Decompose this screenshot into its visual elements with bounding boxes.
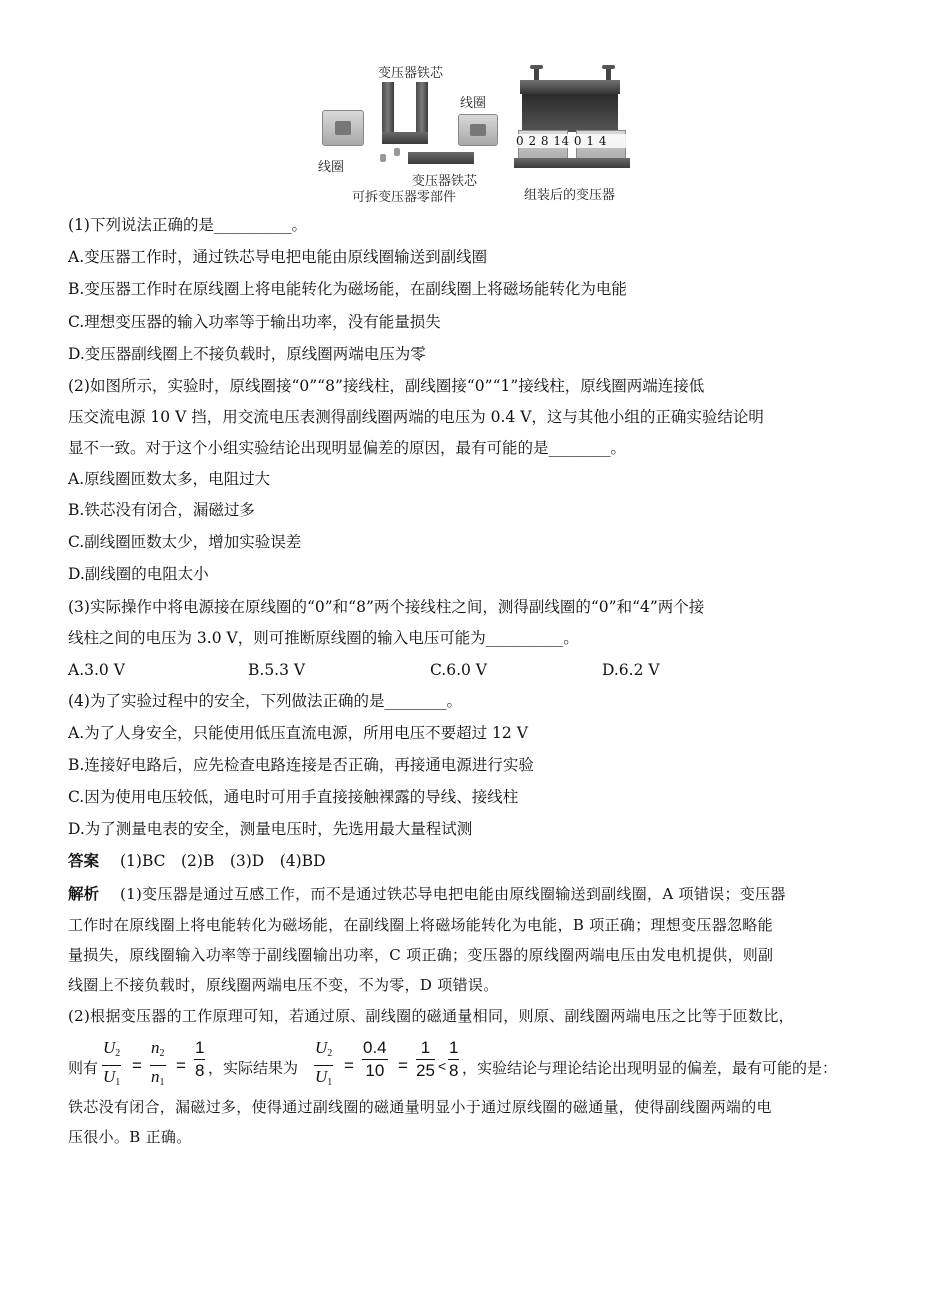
- q2-stem-line2: 压交流电源 10 V 挡，用交流电压表测得副线圈两端的电压为 0.4 V，这与其他小组的正确实验结论明: [68, 408, 764, 426]
- bolt-image: [394, 148, 400, 156]
- q4-stem: (4)为了实验过程中的安全，下列做法正确的是________。: [68, 692, 462, 710]
- fraction-one-eighth: 1 8: [195, 1038, 205, 1080]
- q1-option-d: D.变压器副线圈上不接负载时，原线圈两端电压为零: [68, 345, 426, 363]
- fraction-n2-n1: $n_2$ $n_1$: [151, 1038, 165, 1088]
- q2-option-a: A.原线圈匝数太多，电阻过大: [68, 470, 271, 488]
- q4-option-d: D.为了测量电表的安全，测量电压时，先选用最大量程试测: [68, 820, 473, 838]
- label-coil-right: 线圈: [460, 96, 487, 111]
- bolt-image: [380, 154, 386, 162]
- q1-option-b: B.变压器工作时在原线圈上将电能转化为磁场能，在副线圈上将磁场能转化为电能: [68, 280, 627, 298]
- q3-option-b: B.5.3 V: [248, 661, 306, 679]
- transformer-figure: [300, 58, 650, 208]
- fraction-one-eighth-2: 1 8: [449, 1038, 459, 1080]
- solution-p1-line3: 量损失，原线圈输入功率等于副线圈输出功率，C 项正确；变压器的原线圈两端电压由发电机提供，则副: [68, 946, 774, 964]
- fraction-u2-u1-actual: $U_2$ $U_1$: [315, 1038, 333, 1088]
- q1-option-a: A.变压器工作时，通过铁芯导电把电能由原线圈输送到副线圈: [68, 248, 488, 266]
- coil-left-image: [322, 110, 364, 146]
- q4-option-c: C.因为使用电压较低，通电时可用手直接接触裸露的导线、接线柱: [68, 788, 519, 806]
- caption-assembled: 组装后的变压器: [524, 188, 616, 203]
- solution-p2-line1: (2)根据变压器的工作原理可知，若通过原、副线圈的磁通量相同，则原、副线圈两端电压之比等于匝数比，: [68, 1007, 794, 1025]
- q4-option-b: B.连接好电路后，应先检查电路连接是否正确，再接通电源进行实验: [68, 756, 534, 774]
- solution-label: 解析: [68, 884, 100, 903]
- q3-option-c: C.6.0 V: [430, 661, 488, 679]
- label-core-top: 变压器铁芯: [378, 66, 444, 81]
- fraction-one-25th: 1 25: [416, 1038, 435, 1080]
- label-core-bottom: 变压器铁芯: [412, 174, 478, 189]
- caption-parts: 可拆变压器零部件: [352, 190, 457, 205]
- fraction-04-10: 0.4 10: [363, 1038, 387, 1080]
- eq-prefix: 则有: [68, 1059, 99, 1077]
- solution-p2-line2: 铁芯没有闭合，漏磁过多，使得通过副线圈的磁通量明显小于通过原线圈的磁通量，使得副线圈两端的电: [68, 1098, 772, 1116]
- q2-option-d: D.副线圈的电阻太小: [68, 565, 209, 583]
- fraction-u2-u1: $U_2$ $U_1$: [103, 1038, 121, 1088]
- q3-option-d: D.6.2 V: [602, 661, 660, 679]
- assembled-transformer-image: [510, 64, 635, 174]
- solution-p1-line2: 工作时在原线圈上将电能转化为磁场能，在副线圈上将磁场能转化为电能，B 项正确；理想变压器忽略能: [68, 916, 773, 934]
- q3-stem-line2: 线柱之间的电压为 3.0 V，则可推断原线圈的输入电压可能为__________。: [68, 629, 579, 647]
- q3-stem-line1: (3)实际操作中将电源接在原线圈的“0”和“8”两个接线柱之间，测得副线圈的“0”和“4”两个接: [68, 598, 705, 616]
- solution-p1-line1: (1)变压器是通过互感工作，而不是通过铁芯导电把电能由原线圈输送到副线圈，A 项错误；变压器: [120, 885, 786, 903]
- eq-suffix: ，实验结论与理论结论出现明显的偏差，最有可能的是：: [462, 1059, 838, 1077]
- q2-stem-line3: 显不一致。对于这个小组实验结论出现明显偏差的原因，最有可能的是________。: [68, 439, 627, 457]
- q4-option-a: A.为了人身安全，只能使用低压直流电源，所用电压不要超过 12 V: [68, 724, 528, 742]
- q2-option-c: C.副线圈匝数太少，增加实验误差: [68, 533, 302, 551]
- solution-p2-line3: 压很小。B 正确。: [68, 1128, 192, 1146]
- solution-p1-line4: 线圈上不接负载时，原线圈两端电压不变，不为零，D 项错误。: [68, 976, 499, 994]
- eq-mid: ，实际结果为: [208, 1059, 299, 1077]
- q2-stem-line1: (2)如图所示，实验时，原线圈接“0”“8”接线柱，副线圈接“0”“1”接线柱，原线圈两端连接低: [68, 377, 705, 395]
- document-page: 变压器铁芯 线圈 线圈 变压器铁芯 可拆变压器零部件 0 2 8 14 0 1 4 组装后的变压器 (1)下列说法正确的是__________。 A.变压器工作时，通过铁芯导电把电能由原线圈输送到副线圈 B.变压器工作时在原线圈上将电能转化为磁场能，在副线圈上将磁场能转化为电能 C.理想变压器的输入功率等于输出功率，没有能量损失 D.变压器副线圈上不接负载时，原线圈两端电压为零 (2)如图所示，实验时，原线圈接“0”“8”接线柱，副线圈接“0”“1”接线柱，原线圈两端连接低 压交流电源 10 V 挡，用交流电压表测得副线圈两端的电压为 0.4 V，这与其他小组的正确实验结论明 显不一致。对于这个小组实验结论出现明显偏差的原因，最有可能的是________。 A.原线圈匝数太多，电阻过大 B.铁芯没有闭合，漏磁过多 C.副线圈匝数太少，增加实验误差 D.副线圈的电阻太小 (3)实际操作中将电源接在原线圈的“0”和“8”两个接线柱之间，测得副线圈的“0”和“4”两个接 线柱之间的电压为 3.0 V，则可推断原线圈的输入电压可能为__________。 A.3.0 V B.5.3 V C.6.0 V D.6.2 V (4)为了实验过程中的安全，下列做法正确的是________。 A.为了人身安全，只能使用低压直流电源，所用电压不要超过 12 V B.连接好电路后，应先检查电路连接是否正确，再接通电源进行实验 C.因为使用电压较低，通电时可用手直接接触裸露的导线、接线柱 D.为了测量电表的安全，测量电压时，先选用最大量程试测 答案 (1)BC (2)B (3)D (4)BD 解析 (1)变压器是通过互感工作，而不是通过铁芯导电把电能由原线圈输送到副线圈，A 项错误；变压器 工作时在原线圈上将电能转化为磁场能，在副线圈上将磁场能转化为电能，B 项正确；理想变压器忽略能 量损失，原线圈输入功率等于副线圈输出功率，C 项正确；变压器的原线圈两端电压由发电机提供，则副 线圈上不接负载时，原线圈两端电压不变，不为零，D 项错误。 (2)根据变压器的工作原理可知，若通过原、副线圈的磁通量相同，则原、副线圈两端电压之比等于匝数比， 则有 $U_2$ $U_1$ = $n_2$ $n_1$ = 1 8 ，实际结果为 $U_2$ $U_1$ = 0.4 10 = 1 25 < 1 8 ，实验结论与理论结论出现明显的偏差，最有可能的是： 铁芯没有闭合，漏磁过多，使得通过副线圈的磁通量明显小于通过原线圈的磁通量，使得副线圈两端的电 压很小。B 正确。: [0, 0, 950, 1290]
- answer-body: (1)BC (2)B (3)D (4)BD: [120, 852, 326, 870]
- answer-label: 答案: [68, 851, 100, 870]
- q2-option-b: B.铁芯没有闭合，漏磁过多: [68, 501, 255, 519]
- core-bar-image: [408, 152, 474, 164]
- transformer-core-u: [382, 82, 428, 144]
- q3-option-a: A.3.0 V: [68, 661, 125, 679]
- terminal-numbers: 0 2 8 14 0 1 4: [516, 134, 636, 148]
- q1-stem: (1)下列说法正确的是__________。: [68, 216, 307, 234]
- label-coil-left: 线圈: [318, 160, 345, 175]
- coil-right-image: [458, 114, 498, 146]
- q1-option-c: C.理想变压器的输入功率等于输出功率，没有能量损失: [68, 313, 441, 331]
